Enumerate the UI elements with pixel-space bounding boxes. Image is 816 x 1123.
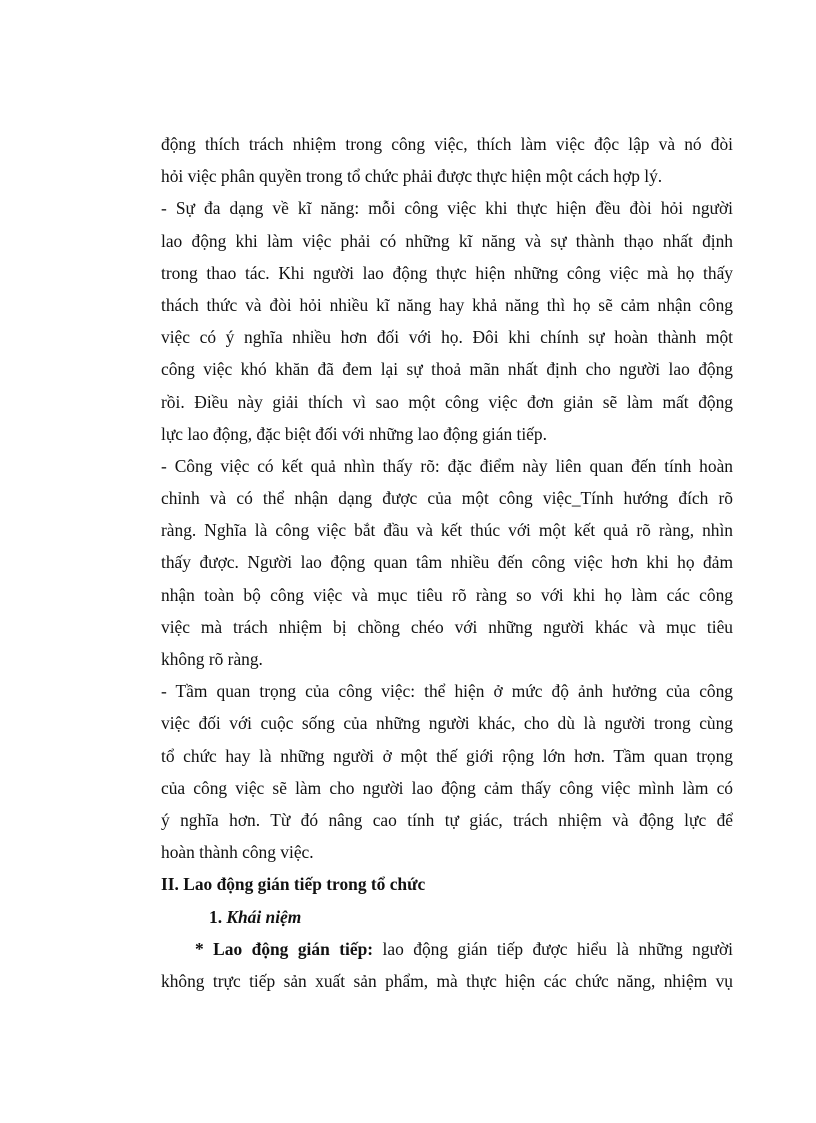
text-line: chỉnh và có thể nhận dạng được của một công việc_Tính hướng đích rõ (161, 488, 733, 509)
text-line: của công việc sẽ làm cho người lao động cảm thấy công việc mình làm có (161, 777, 733, 798)
definition-term: * Lao động gián tiếp: (195, 938, 374, 959)
text-line: nhận toàn bộ công việc và mục tiêu rõ ràng so với khi họ làm các công (161, 584, 733, 605)
text-line: - Công việc có kết quả nhìn thấy rõ: đặc điểm này liên quan đến tính hoàn (161, 455, 733, 476)
subsection-title: Khái niệm (226, 906, 302, 927)
paragraph-task-identity (161, 450, 733, 675)
text-line: việc đối với cuộc sống của những người khác, cho dù là người trong cùng (161, 713, 733, 734)
text-line: việc có ý nghĩa nhiều hơn đối với họ. Đôi khi chính sự hoàn thành một (161, 327, 733, 348)
text-line: - Sự đa dạng về kĩ năng: mỗi công việc khi thực hiện đều đòi hỏi người (161, 198, 733, 219)
text-line: hoàn thành công việc. (161, 842, 314, 863)
text-line: - Tầm quan trọng của công việc: thể hiện ở mức độ ảnh hưởng của công (161, 681, 733, 702)
definition-text: lao động gián tiếp được hiểu là những người (373, 938, 733, 959)
text-line: hỏi việc phân quyền trong tổ chức phải được thực hiện một cách hợp lý. (161, 166, 663, 187)
definition-paragraph (161, 933, 733, 997)
text-line: công việc khó khăn đã đem lại sự thoả mãn nhất định cho người lao động (161, 359, 733, 380)
text-line: trong thao tác. Khi người lao động thực hiện những công việc mà họ thấy (161, 262, 733, 283)
text-line: ràng. Nghĩa là công việc bắt đầu và kết thúc với một kết quả rõ ràng, nhìn (161, 520, 733, 541)
text-line: tổ chức hay là những người ở một thế giới rộng lớn hơn. Tầm quan trọng (161, 745, 733, 766)
text-line: lao động khi làm việc phải có những kĩ năng và sự thành thạo nhất định (161, 230, 733, 251)
section-heading: II. Lao động gián tiếp trong tổ chức (161, 874, 426, 895)
text-line: lực lao động, đặc biệt đối với những lao động gián tiếp. (161, 423, 547, 444)
subsection-heading (161, 901, 733, 933)
paragraph-continuation (161, 128, 733, 192)
text-line: rồi. Điều này giải thích vì sao một công việc đơn giản sẽ làm mất động (161, 391, 733, 412)
text-line: động thích trách nhiệm trong công việc, thích làm việc độc lập và nó đòi (161, 134, 733, 154)
text-line: việc mà trách nhiệm bị chồng chéo với những người khác và mục tiêu (161, 616, 733, 637)
text-line: ý nghĩa hơn. Từ đó nâng cao tính tự giác, trách nhiệm và động lực để (161, 809, 733, 830)
text-line: thách thức và đòi hỏi nhiều kĩ năng hay khả năng thì họ sẽ cảm nhận công (161, 294, 733, 315)
text-line: không trực tiếp sản xuất sản phẩm, mà thực hiện các chức năng, nhiệm vụ (161, 970, 733, 991)
text-line (161, 933, 733, 965)
text-line: thấy được. Người lao động quan tâm nhiều đến công việc hơn khi họ đảm (161, 552, 733, 573)
paragraph-skill-variety (161, 192, 733, 450)
subsection-number: 1. (209, 906, 223, 927)
document-page (161, 128, 733, 997)
text-line: không rõ ràng. (161, 649, 263, 669)
paragraph-task-significance (161, 675, 733, 868)
